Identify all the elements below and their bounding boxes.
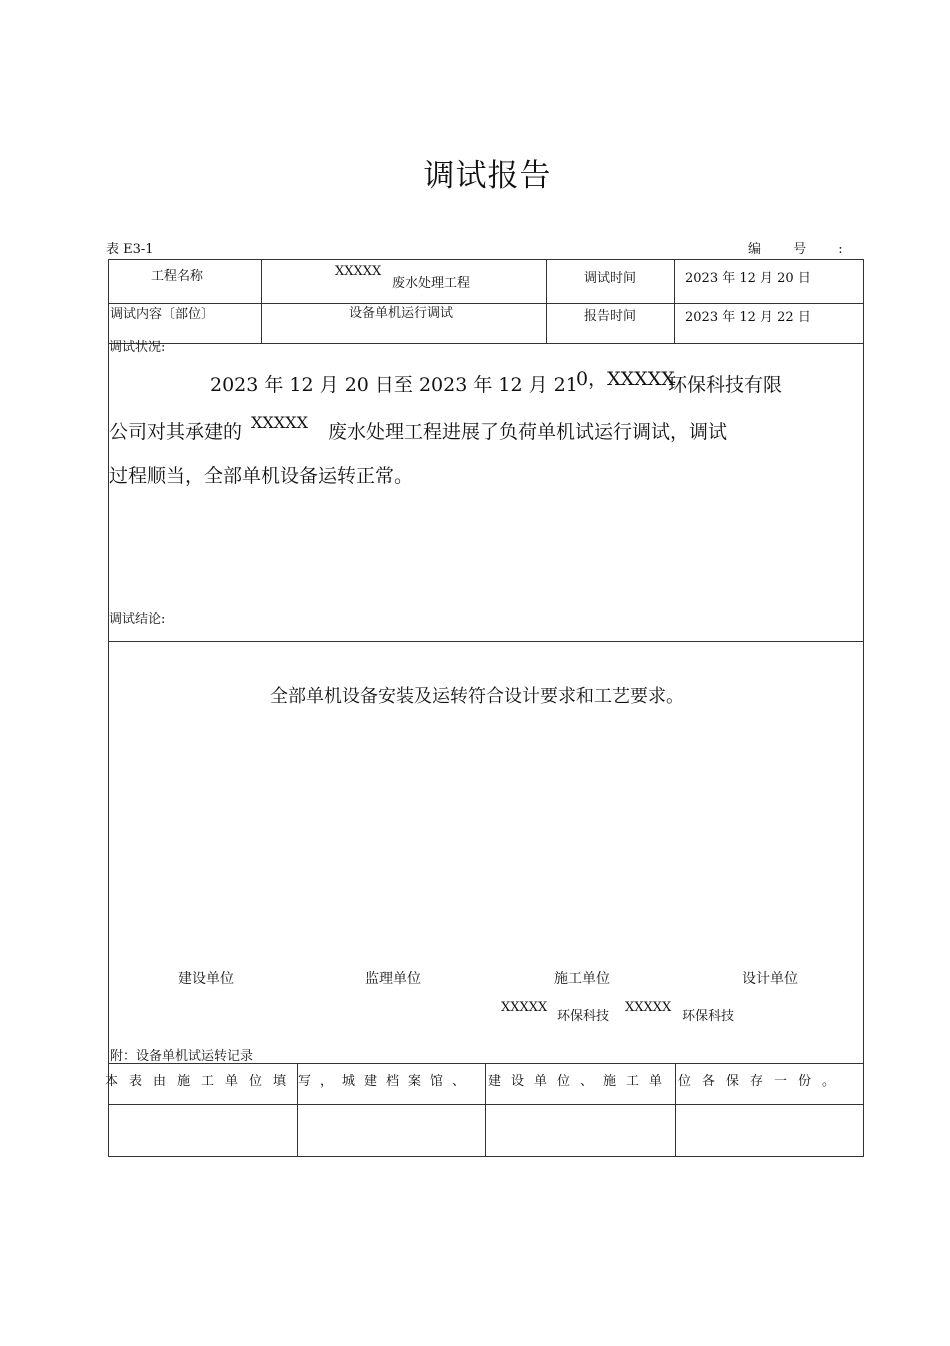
- footer-text: 建设单位、施工单: [488, 1074, 673, 1089]
- contractor-name: 环保科技: [682, 1009, 735, 1024]
- contractor-name-prefix: XXXXX: [625, 1000, 672, 1015]
- status-line-1: 2023 年 12 月 20 日至 2023 年 12 月 21: [210, 374, 578, 396]
- supervisor-unit-label: 监理单位: [365, 971, 421, 987]
- column-divider: [674, 259, 675, 343]
- owner-unit-label: 建设单位: [178, 971, 234, 987]
- footer-cell-3: [488, 1070, 673, 1089]
- conclusion-label: 调试结论:: [109, 612, 166, 627]
- footer-cell-1: [105, 1070, 298, 1089]
- status-label: 调试状况:: [109, 340, 166, 355]
- table-border-top: [108, 259, 864, 260]
- table-border-right: [863, 259, 864, 1156]
- debug-content-label: 调试内容〔部位〕: [110, 307, 215, 322]
- status-line-2-project-prefix: XXXXX: [251, 413, 308, 432]
- report-time-label: 报告时间: [584, 309, 637, 324]
- column-divider: [261, 259, 262, 343]
- contractor-name: 环保科技: [557, 1009, 610, 1024]
- table-border-left: [108, 259, 109, 1156]
- debug-time-label: 调试时间: [584, 271, 637, 286]
- debug-time-value: 2023 年 12 月 20 日: [685, 271, 811, 286]
- column-divider: [546, 259, 547, 343]
- footer-text: 位各保存一份。: [678, 1074, 847, 1089]
- attachment-note: 附：设备单机试运转记录: [110, 1049, 254, 1064]
- status-line-2-project: 废水处理工程进展了负荷单机试运行调试，调试: [328, 421, 728, 443]
- status-line-3: 过程顺当，全部单机设备运转正常。: [109, 465, 414, 487]
- project-name-value: 废水处理工程: [392, 276, 471, 291]
- footer-cell-4: [678, 1070, 863, 1089]
- designer-unit-label: 设计单位: [742, 971, 798, 987]
- footer-cell-2: [298, 1070, 483, 1089]
- table-border-bottom: [108, 1156, 864, 1157]
- report-time-value: 2023 年 12 月 22 日: [685, 310, 811, 325]
- column-divider: [675, 1063, 676, 1156]
- status-line-2: 公司对其承建的: [109, 421, 243, 443]
- contractor-unit-label: 施工单位: [554, 971, 610, 987]
- row-divider: [108, 303, 864, 304]
- row-divider: [108, 641, 864, 642]
- form-number: 表 E3-1: [106, 242, 154, 257]
- status-line-1-company-prefix: 0，XXXXX: [576, 368, 675, 390]
- project-name-prefix: XXXXX: [335, 264, 382, 279]
- page-title: 调试报告: [423, 158, 552, 194]
- column-divider: [485, 1063, 486, 1156]
- project-name-label: 工程名称: [151, 269, 204, 284]
- serial-number-label: 编 号 :: [748, 242, 843, 257]
- conclusion-text: 全部单机设备安装及运转符合设计要求和工艺要求。: [270, 686, 684, 707]
- footer-text: 写，城建档案馆、: [298, 1074, 475, 1089]
- contractor-name-prefix: XXXXX: [501, 1000, 548, 1015]
- row-divider: [108, 343, 864, 344]
- debug-content-value: 设备单机运行调试: [349, 306, 454, 321]
- status-line-1-company: 环保科技有限: [668, 374, 783, 396]
- row-divider: [108, 1104, 864, 1105]
- footer-text: 本表由施工单位填: [105, 1074, 298, 1089]
